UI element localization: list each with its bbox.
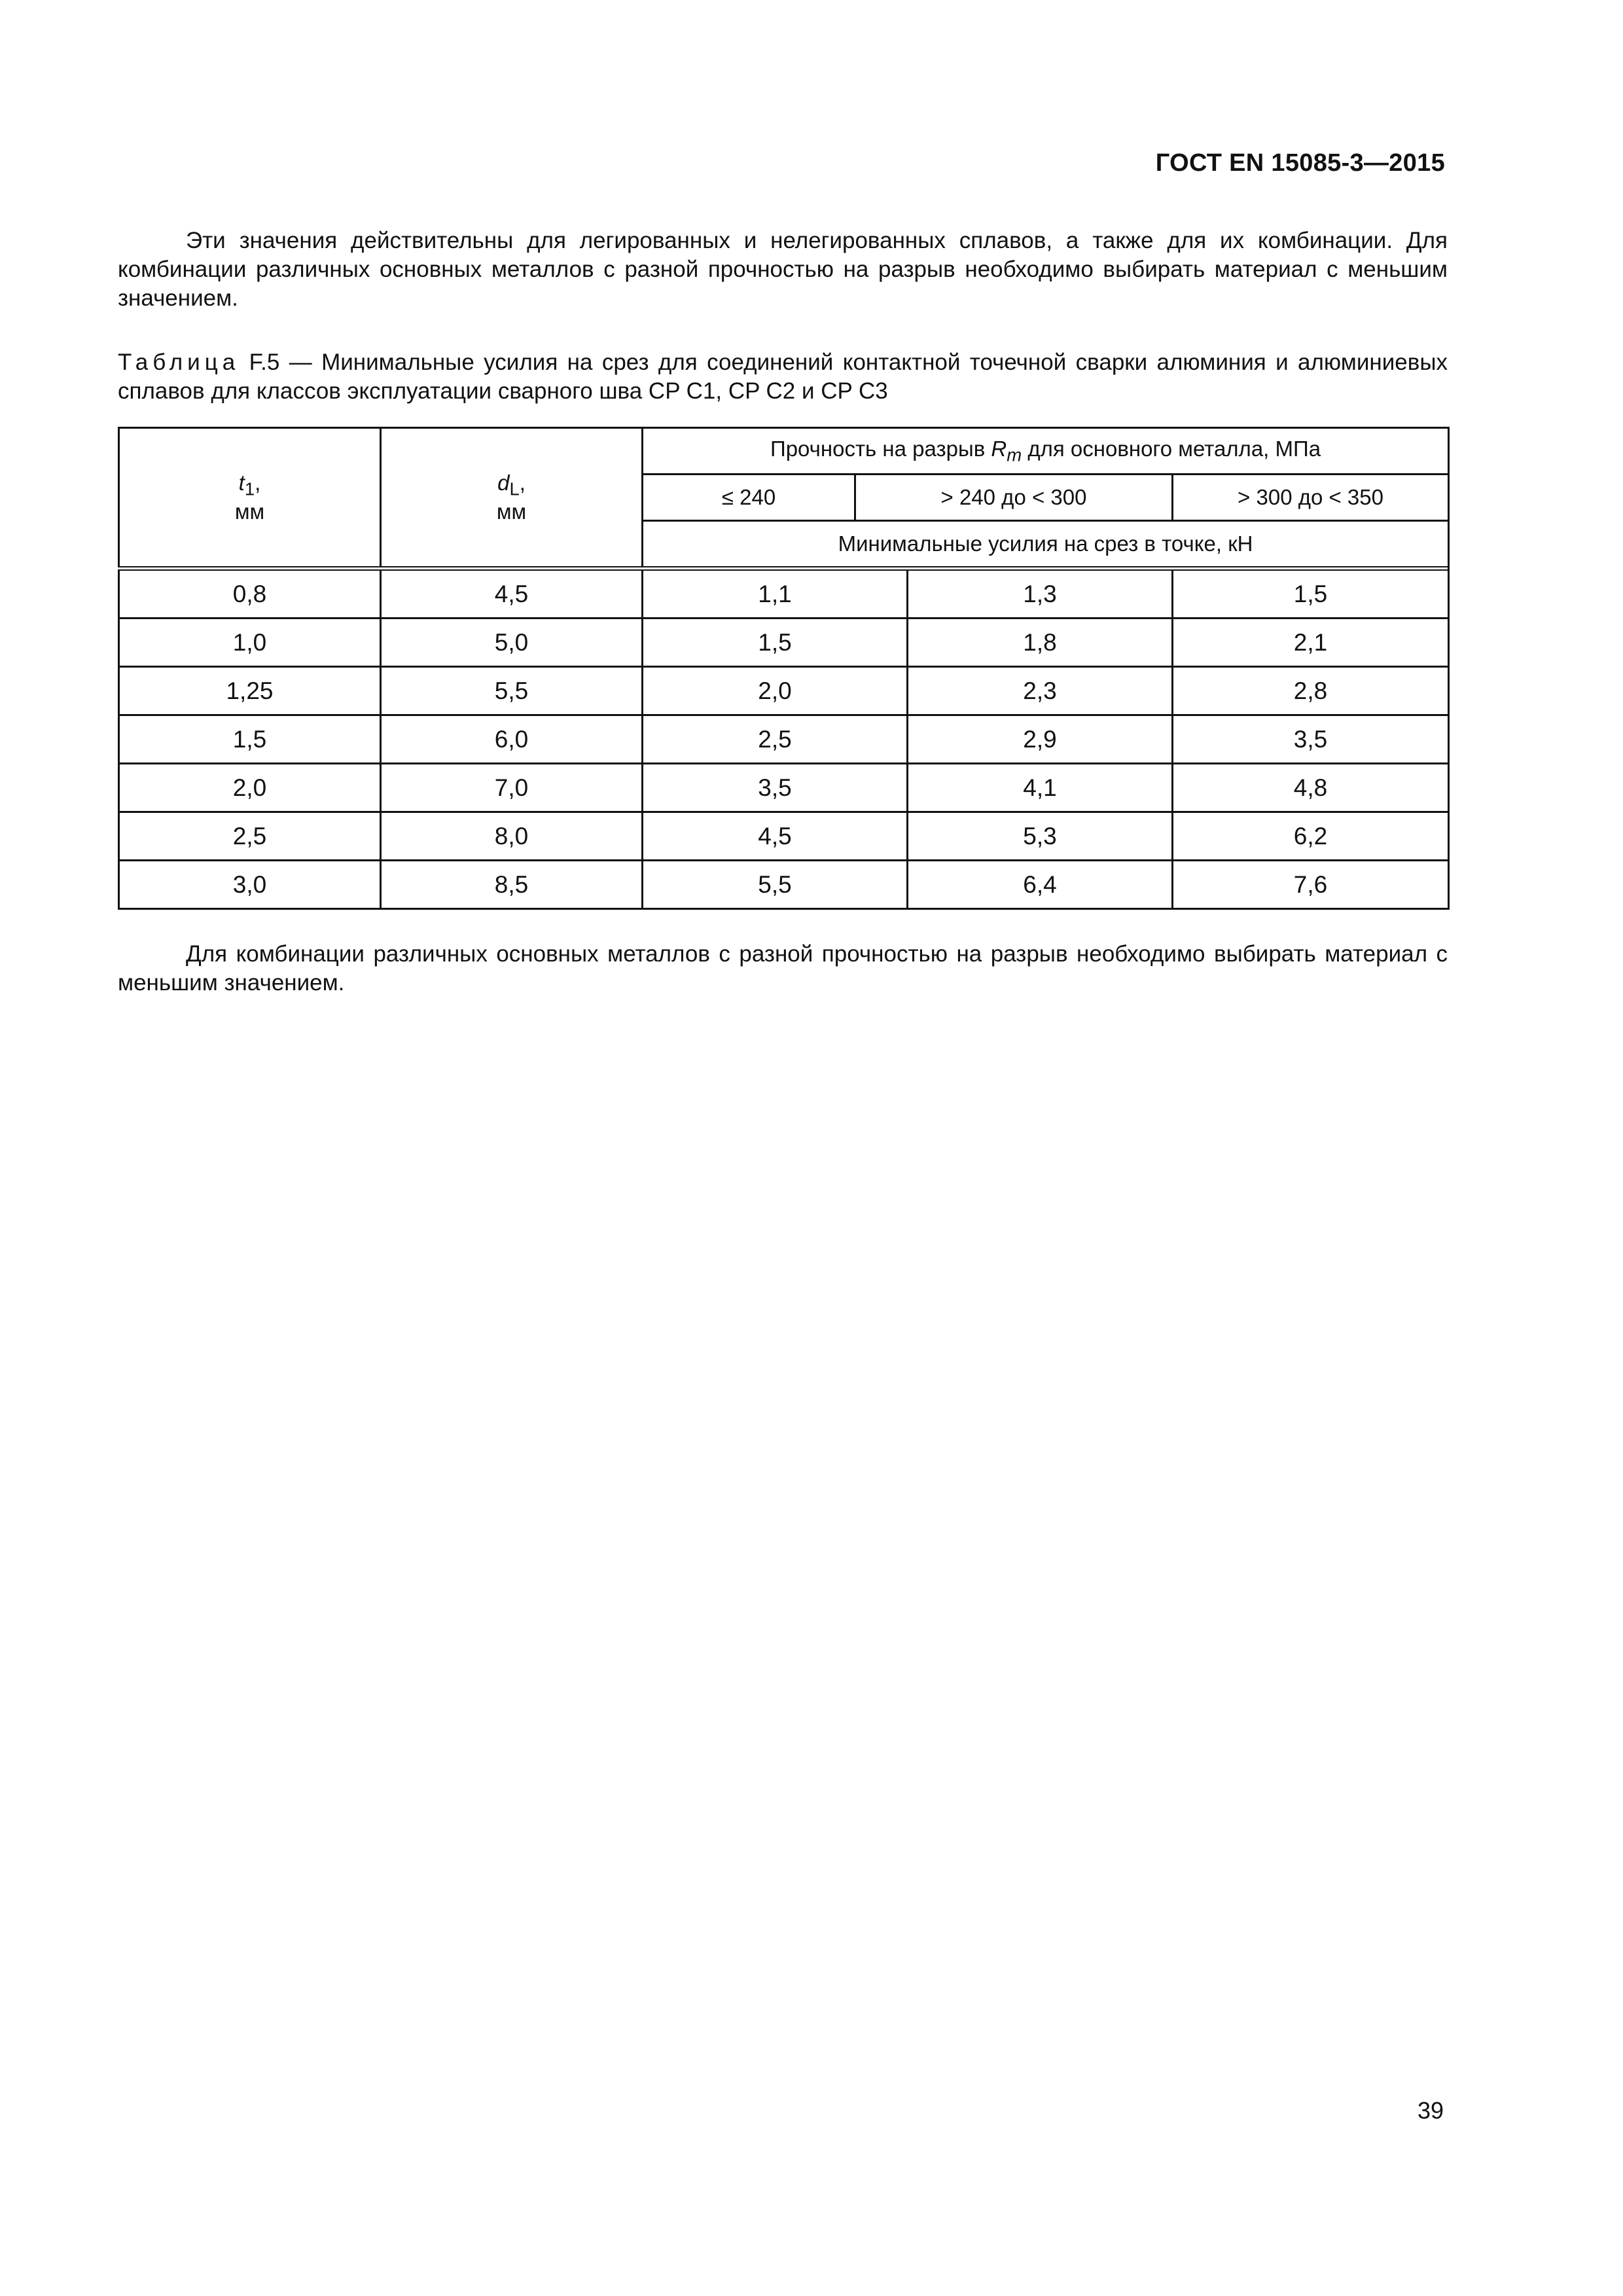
thickness-cell: 1,25 bbox=[119, 667, 381, 715]
tensile-strength-prefix: Прочность на разрыв bbox=[770, 436, 991, 461]
force-cell-range-1: 1,5 bbox=[643, 619, 908, 667]
table-caption-label: Таблица bbox=[118, 350, 240, 375]
force-cell-range-2: 6,4 bbox=[908, 861, 1173, 909]
table-row bbox=[119, 764, 1449, 812]
force-cell-range-1: 2,5 bbox=[643, 715, 908, 764]
force-cell-range-1: 3,5 bbox=[643, 764, 908, 812]
force-cell-range-2: 4,1 bbox=[908, 764, 1173, 812]
diameter-subscript: L bbox=[509, 478, 520, 499]
range-header-2: > 240 до < 300 bbox=[855, 475, 1173, 521]
tensile-strength-suffix: для основного металла, МПа bbox=[1022, 436, 1321, 461]
force-cell-range-2: 1,8 bbox=[908, 619, 1173, 667]
range-header-3: > 300 до < 350 bbox=[1173, 475, 1449, 521]
diameter-suffix: , bbox=[519, 470, 526, 495]
force-cell-range-3: 2,1 bbox=[1173, 619, 1449, 667]
table-row bbox=[119, 667, 1449, 715]
diameter-cell: 5,5 bbox=[381, 667, 643, 715]
force-cell-range-3: 4,8 bbox=[1173, 764, 1449, 812]
force-cell-range-1: 4,5 bbox=[643, 812, 908, 861]
thickness-cell: 2,5 bbox=[119, 812, 381, 861]
thickness-header bbox=[119, 428, 381, 569]
force-cell-range-3: 7,6 bbox=[1173, 861, 1449, 909]
thickness-symbol: t bbox=[238, 470, 245, 495]
force-cell-range-3: 6,2 bbox=[1173, 812, 1449, 861]
force-cell-range-2: 5,3 bbox=[908, 812, 1173, 861]
table-caption-text: F.5 — Минимальные усилия на срез для соединений контактной точечной сварки алюминия и алюминиевых сплавов для классов эксплуатации сварного шва CP C1, CP C2 и CP C3 bbox=[118, 350, 1448, 404]
diameter-cell: 7,0 bbox=[381, 764, 643, 812]
force-header: Минимальные усилия на срез в точке, кН bbox=[643, 521, 1449, 569]
closing-paragraph: Для комбинации различных основных металлов с разной прочностью на разрыв необходимо выбирать материал с меньшим значением. bbox=[118, 941, 1448, 996]
page-number: 39 bbox=[1417, 2097, 1444, 2124]
diameter-header bbox=[381, 428, 643, 569]
table-body bbox=[119, 569, 1449, 909]
diameter-cell: 8,5 bbox=[381, 861, 643, 909]
table-row bbox=[119, 569, 1449, 619]
table-row bbox=[119, 619, 1449, 667]
tensile-strength-symbol: R bbox=[991, 436, 1007, 461]
force-cell-range-3: 3,5 bbox=[1173, 715, 1449, 764]
force-cell-range-2: 2,3 bbox=[908, 667, 1173, 715]
diameter-cell: 6,0 bbox=[381, 715, 643, 764]
table-row bbox=[119, 861, 1449, 909]
table-caption bbox=[118, 348, 1448, 406]
force-cell-range-2: 1,3 bbox=[908, 569, 1173, 619]
thickness-subscript: 1 bbox=[244, 478, 255, 499]
force-cell-range-3: 1,5 bbox=[1173, 569, 1449, 619]
tensile-strength-header bbox=[643, 428, 1449, 475]
diameter-unit: мм bbox=[496, 499, 527, 524]
thickness-unit: мм bbox=[234, 499, 265, 524]
thickness-cell: 3,0 bbox=[119, 861, 381, 909]
diameter-cell: 4,5 bbox=[381, 569, 643, 619]
thickness-cell: 1,0 bbox=[119, 619, 381, 667]
intro-paragraph: Эти значения действительны для легированных и нелегированных сплавов, а также для их комбинации. Для комбинации различных основных металлов с разной прочностью на разрыв необходимо выбирать материал с меньшим значением. bbox=[118, 228, 1448, 311]
force-cell-range-1: 2,0 bbox=[643, 667, 908, 715]
force-cell-range-3: 2,8 bbox=[1173, 667, 1449, 715]
table-row bbox=[119, 715, 1449, 764]
range-header-1: ≤ 240 bbox=[643, 475, 855, 521]
thickness-cell: 0,8 bbox=[119, 569, 381, 619]
shear-force-table bbox=[118, 427, 1450, 910]
diameter-cell: 8,0 bbox=[381, 812, 643, 861]
document-code: ГОСТ EN 15085-3—2015 bbox=[1155, 149, 1445, 177]
force-cell-range-1: 5,5 bbox=[643, 861, 908, 909]
diameter-cell: 5,0 bbox=[381, 619, 643, 667]
force-cell-range-1: 1,1 bbox=[643, 569, 908, 619]
thickness-cell: 1,5 bbox=[119, 715, 381, 764]
tensile-strength-subscript: m bbox=[1007, 444, 1022, 465]
force-cell-range-2: 2,9 bbox=[908, 715, 1173, 764]
diameter-symbol: d bbox=[497, 470, 510, 495]
table-row bbox=[119, 812, 1449, 861]
thickness-suffix: , bbox=[255, 470, 261, 495]
thickness-cell: 2,0 bbox=[119, 764, 381, 812]
